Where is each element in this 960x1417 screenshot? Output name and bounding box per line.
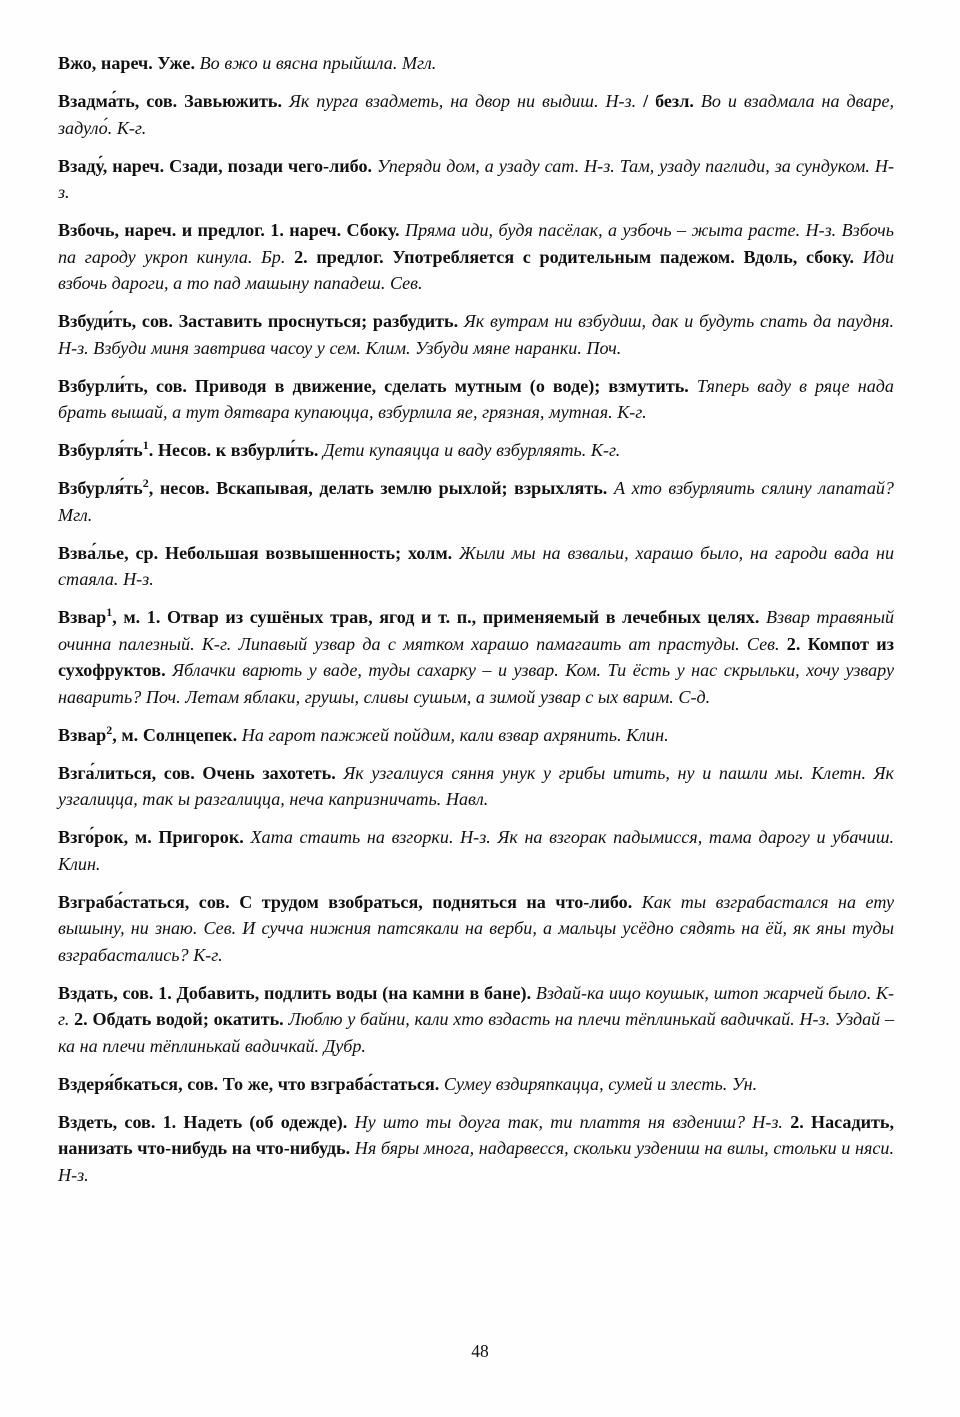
entry-headword: Вздеть, сов. 1. Надеть (об одежде). [58, 1111, 348, 1132]
dictionary-entry [58, 540, 894, 593]
entry-examples: Хата стаить на взгорки. Н-з. Як на взгорак падымисся, тама дарогу и убачиш. Клин. [58, 827, 894, 874]
entry-headword: Вжо, нареч. Уже. [58, 53, 195, 73]
entry-grammar-label: / безл. [643, 91, 694, 111]
dictionary-entry [58, 437, 894, 464]
entry-examples: Вздай-ка ищо коушык, штоп жарчей было. К-г. [58, 982, 895, 1029]
dictionary-entry [58, 50, 894, 77]
entry-sense-definition: Компот из сухофруктов. [58, 633, 894, 680]
entry-sense-definition: предлог. Употребляется с родительным падежом. Вдоль, сбоку. [307, 246, 855, 267]
entry-examples: Пряма иди, будя пасёлак, а узбочь – жыта расте. Н-з. Взбочь па гароду укроп кинула. Бр. [58, 220, 895, 267]
dictionary-entry [58, 1071, 894, 1098]
homonym-superscript: 1 [142, 437, 149, 452]
entry-sense-examples: Люблю у байни, кали хто вздасть на плечи тёплинькай вадичкай. Н-з. Уздай – ка на плечи тёплинькай вадичкай. Дубр. [58, 1009, 895, 1056]
entry-examples: Ну што ты доуга так, ти плаття ня вздениш? Н-з. [347, 1111, 791, 1132]
dictionary-entry [58, 1109, 894, 1189]
dictionary-entry [58, 217, 894, 297]
dictionary-entry [58, 153, 894, 206]
entry-examples: Як пурга взадметь, на двор ни выдиш. Н-з. [281, 91, 644, 111]
entry-sense-examples: Ня бяры многа, надарвесся, скольки уздениш на вилы, стольки и няси. Н-з. [58, 1138, 894, 1185]
entry-column [58, 50, 894, 1188]
entry-examples: Дети купаяцца и ваду взбурляять. К-г. [318, 440, 621, 460]
entry-headword: Взаду́, нареч. Сзади, позади чего-либо. [58, 155, 373, 176]
entry-headword: Взга́литься, сов. Очень захотеть. [58, 762, 336, 783]
dictionary-entry [58, 88, 894, 141]
entry-sense-number: 2. [74, 1009, 88, 1029]
entry-headword: Взвар [58, 724, 107, 745]
entry-examples: Взвар травяный очинна палезный. К-г. Липавый узвар да с мятком харашо памагаить ат прастуды. Сев. [58, 607, 894, 654]
entry-examples: Тяперь ваду в ряце нада брать вышай, а тут дятвара купаюцца, взбурлила яе, грязная, мутная. К-г. [58, 375, 894, 422]
page-number: 48 [471, 1341, 489, 1361]
dictionary-entry [58, 889, 894, 969]
entry-headword-rest: . Несов. к взбурли́ть. [148, 440, 319, 460]
dictionary-entry [58, 722, 894, 749]
homonym-superscript: 2 [142, 475, 149, 490]
entry-headword: Взбурля́ть [58, 440, 143, 460]
entry-headword: Взбуди́ть, сов. Заставить проснуться; разбудить. [58, 311, 459, 331]
entry-headword: Вздеря́бкаться, сов. То же, что взграба́статься. [58, 1073, 440, 1094]
entry-examples: Во вжо и вясна прыйшла. Мгл. [194, 53, 437, 73]
entry-headword: Взграба́статься, сов. С трудом взобраться, подняться на что-либо. [58, 891, 633, 912]
dictionary-entry [58, 760, 894, 813]
dictionary-entry [58, 604, 894, 710]
entry-examples-2: Во и взадмала на дваре, задуло́. К-г. [58, 91, 895, 138]
entry-headword: Взбочь, нареч. и предлог. 1. нареч. Сбоку. [58, 220, 400, 240]
homonym-superscript: 2 [106, 722, 113, 737]
entry-sense-definition: Насадить, нанизать что-нибудь на что-нибудь. [58, 1111, 895, 1158]
entry-headword: Взва́лье, ср. Небольшая возвышенность; холм. [58, 542, 453, 563]
entry-headword-rest: , м. 1. Отвар из сушёных трав, ягод и т. п., применяемый в лечебных целях. [112, 607, 760, 627]
dictionary-entry [58, 824, 894, 877]
entry-examples: На гарот пажжей пойдим, кали взвар ахрянить. Клин. [237, 724, 669, 745]
entry-examples: А хто взбурляить сялину лапатай? Мгл. [58, 478, 894, 525]
entry-examples: Як узгалиуся сяння унук у грибы итить, ну и пашли мы. Клетн. Як узгалицца, так ы разгалицца, неча капризничать. Навл. [58, 762, 894, 809]
dictionary-entry [58, 373, 894, 426]
entry-sense-number: 2. [786, 633, 801, 654]
entry-examples: Как ты взграбастался на ету вышыну, ни знаю. Сев. И сучча нижния патсякали на верби, а мальцы усёдно сядять на ёй, як яны туды взграбастались? К-г. [58, 891, 894, 965]
entry-headword-rest: , м. Солнцепек. [112, 724, 238, 745]
entry-headword: Взго́рок, м. Пригорок. [58, 827, 244, 847]
entry-headword: Вздать, сов. 1. Добавить, подлить воды (на камни в бане). [58, 982, 532, 1003]
entry-examples: Жыли мы на взвальи, харашо было, на гароди вада ни стаяла. Н-з. [58, 542, 895, 589]
dictionary-entry [58, 980, 894, 1060]
homonym-superscript: 1 [106, 604, 113, 619]
entry-examples: Уперяди дом, а узаду сат. Н-з. Там, узаду паглиди, за сундуком. Н-з. [58, 155, 894, 202]
entry-headword: Взадма́ть, сов. Завьюжить. [58, 91, 282, 111]
entry-headword: Взвар [58, 607, 107, 627]
dictionary-entry [58, 475, 894, 528]
entry-headword: Взбурля́ть [58, 478, 143, 498]
entry-sense-examples: Иди взбочь дароги, а то пад машыну пападеш. Сев. [58, 246, 894, 293]
entry-sense-number: 2. [790, 1111, 804, 1132]
entry-headword-rest: , несов. Вскапывая, делать землю рыхлой; взрыхлять. [148, 478, 608, 498]
dictionary-entry [58, 308, 894, 361]
entry-examples: Сумеу вздиряпкацца, сумей и злесть. Ун. [439, 1073, 758, 1094]
entry-examples: Як вутрам ни взбудиш, дак и будуть спать да паудня. Н-з. Взбуди миня завтрива часоу у сем. Клим. Узбуди мяне наранки. Поч. [58, 311, 894, 358]
entry-sense-examples: Яблачки варють у ваде, туды сахарку – и узвар. Ком. Ти ёсть у нас скрыльки, хочу узвару наварить? Поч. Летам яблаки, грушы, сливы сушым, а зимой узвар с ых варим. С-д. [58, 660, 894, 707]
entry-sense-definition: Обдать водой; окатить. [87, 1009, 284, 1029]
entry-headword: Взбурли́ть, сов. Приводя в движение, сделать мутным (о воде); взмутить. [58, 375, 689, 396]
entry-sense-number: 2. [294, 246, 308, 267]
